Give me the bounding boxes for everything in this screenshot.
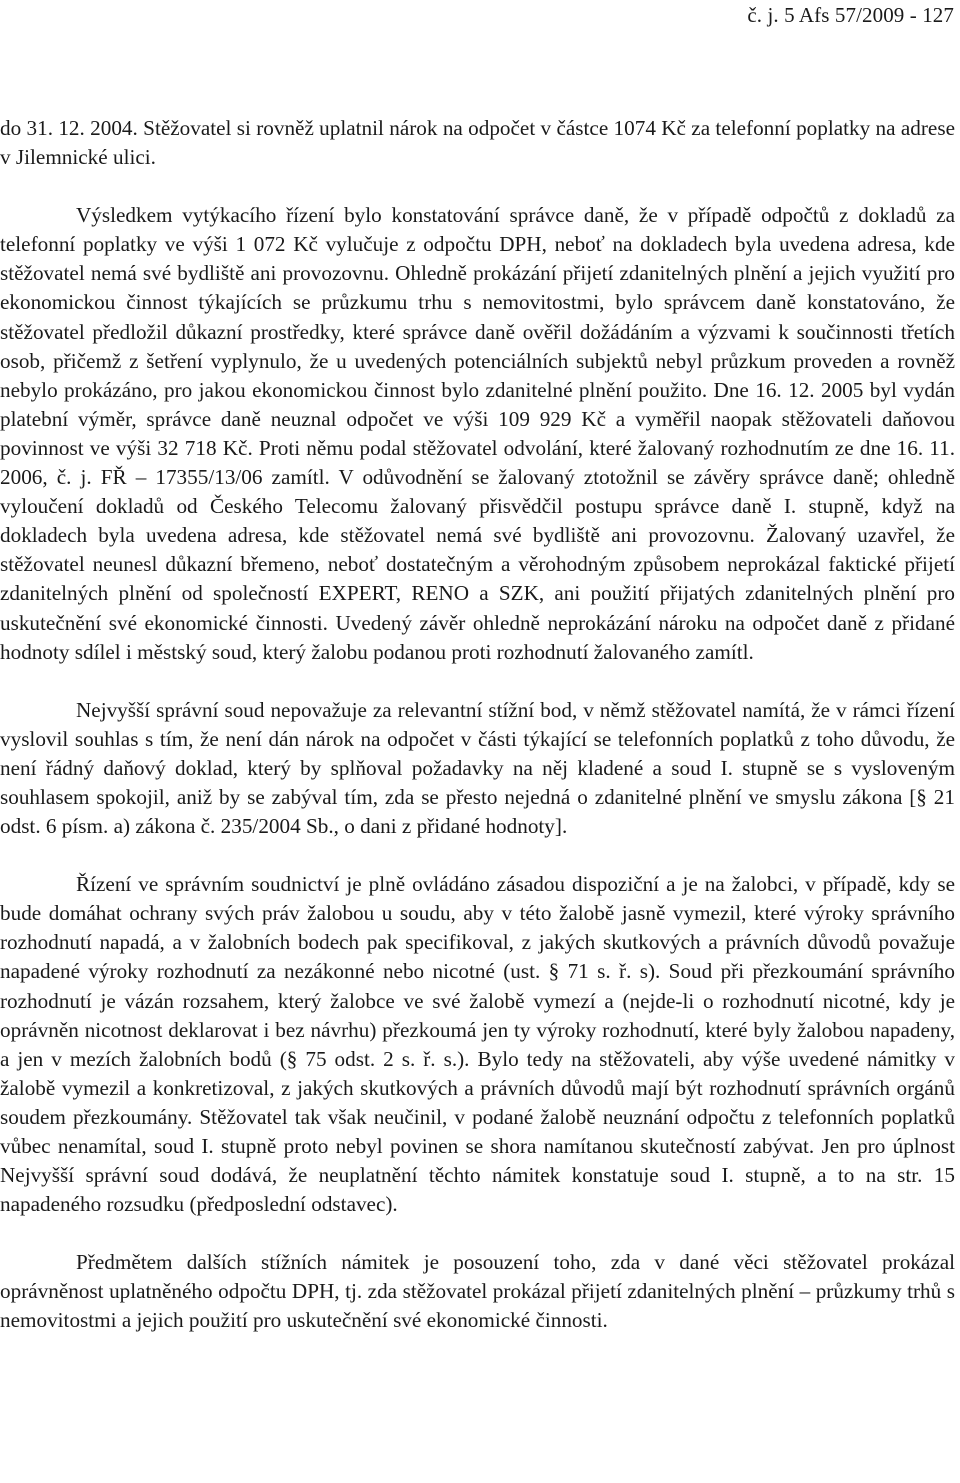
case-number-header: č. j. 5 Afs 57/2009 - 127 bbox=[747, 3, 954, 27]
paragraph-continuation: do 31. 12. 2004. Stěžovatel si rovněž uplatnil nárok na odpočet v částce 1074 Kč za telefonní poplatky na adrese v Jilemnické ulici. bbox=[0, 116, 955, 170]
document-body bbox=[0, 114, 955, 1336]
paragraph-further-objections: Předmětem dalších stížních námitek je posouzení toho, zda v dané věci stěžovatel prokázal oprávněnost uplatněného odpočtu DPH, tj. zda stěžovatel prokázal přijetí zdanitelných plnění – průzkumy trhů s nemovitostmi a jejich použití pro uskutečnění své ekonomické činnosti. bbox=[0, 1250, 955, 1333]
paragraph-dispositive-principle: Řízení ve správním soudnictví je plně ovládáno zásadou dispoziční a je na žalobci, v případě, kdy se bude domáhat ochrany svých práv žalobou u soudu, aby v této žalobě jasně vymezil, které výroky správního rozhodnutí napadá, a v žalobních bodech pak specifikoval, z jakých skutkových a právních důvodů považuje napadené výroky rozhodnutí za nezákonné nebo nicotné (ust. § 71 s. ř. s). Soud při přezkoumání správního rozhodnutí je vázán rozsahem, který žalobce ve své žalobě vymezí a (nejde-li o rozhodnutí nicotné, kdy je oprávněn nicotnost deklarovat i bez návrhu) přezkoumá jen ty výroky rozhodnutí, které byly žalobou napadeny, a jen v mezích žalobních bodů (§ 75 odst. 2 s. ř. s.). Bylo tedy na stěžovateli, aby výše uvedené námitky v žalobě vymezil a konkretizoval, z jakých skutkových a právních důvodů mají být rozhodnutí správních orgánů soudem přezkoumány. Stěžovatel tak však neučinil, v podané žalobě neuznání odpočtu z telefonních poplatků vůbec nenamítal, soud I. stupně proto nebyl povinen se shora namítanou skutečností zabývat. Jen pro úplnost Nejvyšší správní soud dodává, že neuplatnění těchto námitek konstatuje soud I. stupně, a to na str. 15 napadeného rozsudku (předposlední odstavec). bbox=[0, 872, 955, 1217]
paragraph-audit-result: Výsledkem vytýkacího řízení bylo konstatování správce daně, že v případě odpočtů z dokladů za telefonní poplatky ve výši 1 072 Kč vylučuje z odpočtu DPH, neboť na dokladech byla uvedena adresa, kde stěžovatel nemá své bydliště ani provozovnu. Ohledně prokázání přijetí zdanitelných plnění a jejich využití pro ekonomickou činnost týkajících se průzkumu trhu s nemovitostmi, bylo správcem daně konstatováno, že stěžovatel předložil důkazní prostředky, které správce daně ověřil dožádáním a výzvami k součinnosti třetích osob, přičemž z šetření vyplynulo, že u uvedených potenciálních subjektů nebyl průzkum proveden a rovněž nebylo prokázáno, pro jakou ekonomickou činnost bylo zdanitelné plnění použito. Dne 16. 12. 2005 byl vydán platební výměr, správce daně neuznal odpočet ve výši 109 929 Kč a vyměřil naopak stěžovateli daňovou povinnost ve výši 32 718 Kč. Proti němu podal stěžovatel odvolání, které žalovaný rozhodnutím ze dne 16. 11. 2006, č. j. FŘ – 17355/13/06 zamítl. V odůvodnění se žalovaný ztotožnil se závěry správce daně; ohledně vyloučení dokladů od Českého Telecomu žalovaný přisvědčil postupu správce daně I. stupně, když na dokladech byla uvedena adresa, kde stěžovatel nemá své bydliště ani provozovnu. Žalovaný uzavřel, že stěžovatel neunesl důkazní břemeno, neboť dostatečným a věrohodným způsobem neprokázal faktické přijetí zdanitelných plnění od společností EXPERT, RENO a SZK, ani použití přijatých zdanitelných plnění pro uskutečnění své ekonomické činnosti. Uvedený závěr ohledně neprokázání nároku na odpočet daně z přidané hodnoty sdílel i městský soud, který žalobu podanou proti rozhodnutí žalovaného zamítl. bbox=[0, 203, 955, 664]
paragraph-court-position: Nejvyšší správní soud nepovažuje za relevantní stížní bod, v němž stěžovatel namítá, že v rámci řízení vyslovil souhlas s tím, že není dán nárok na odpočet v části týkající se telefonních poplatků z toho důvodu, že není řádný daňový doklad, který by splňoval požadavky na něj kladené a soud I. stupně se s vysloveným souhlasem spokojil, aniž by se zabýval tím, zda se přesto nejedná o zdanitelné plnění ve smyslu zákona [§ 21 odst. 6 písm. a) zákona č. 235/2004 Sb., o dani z přidané hodnoty]. bbox=[0, 697, 955, 839]
